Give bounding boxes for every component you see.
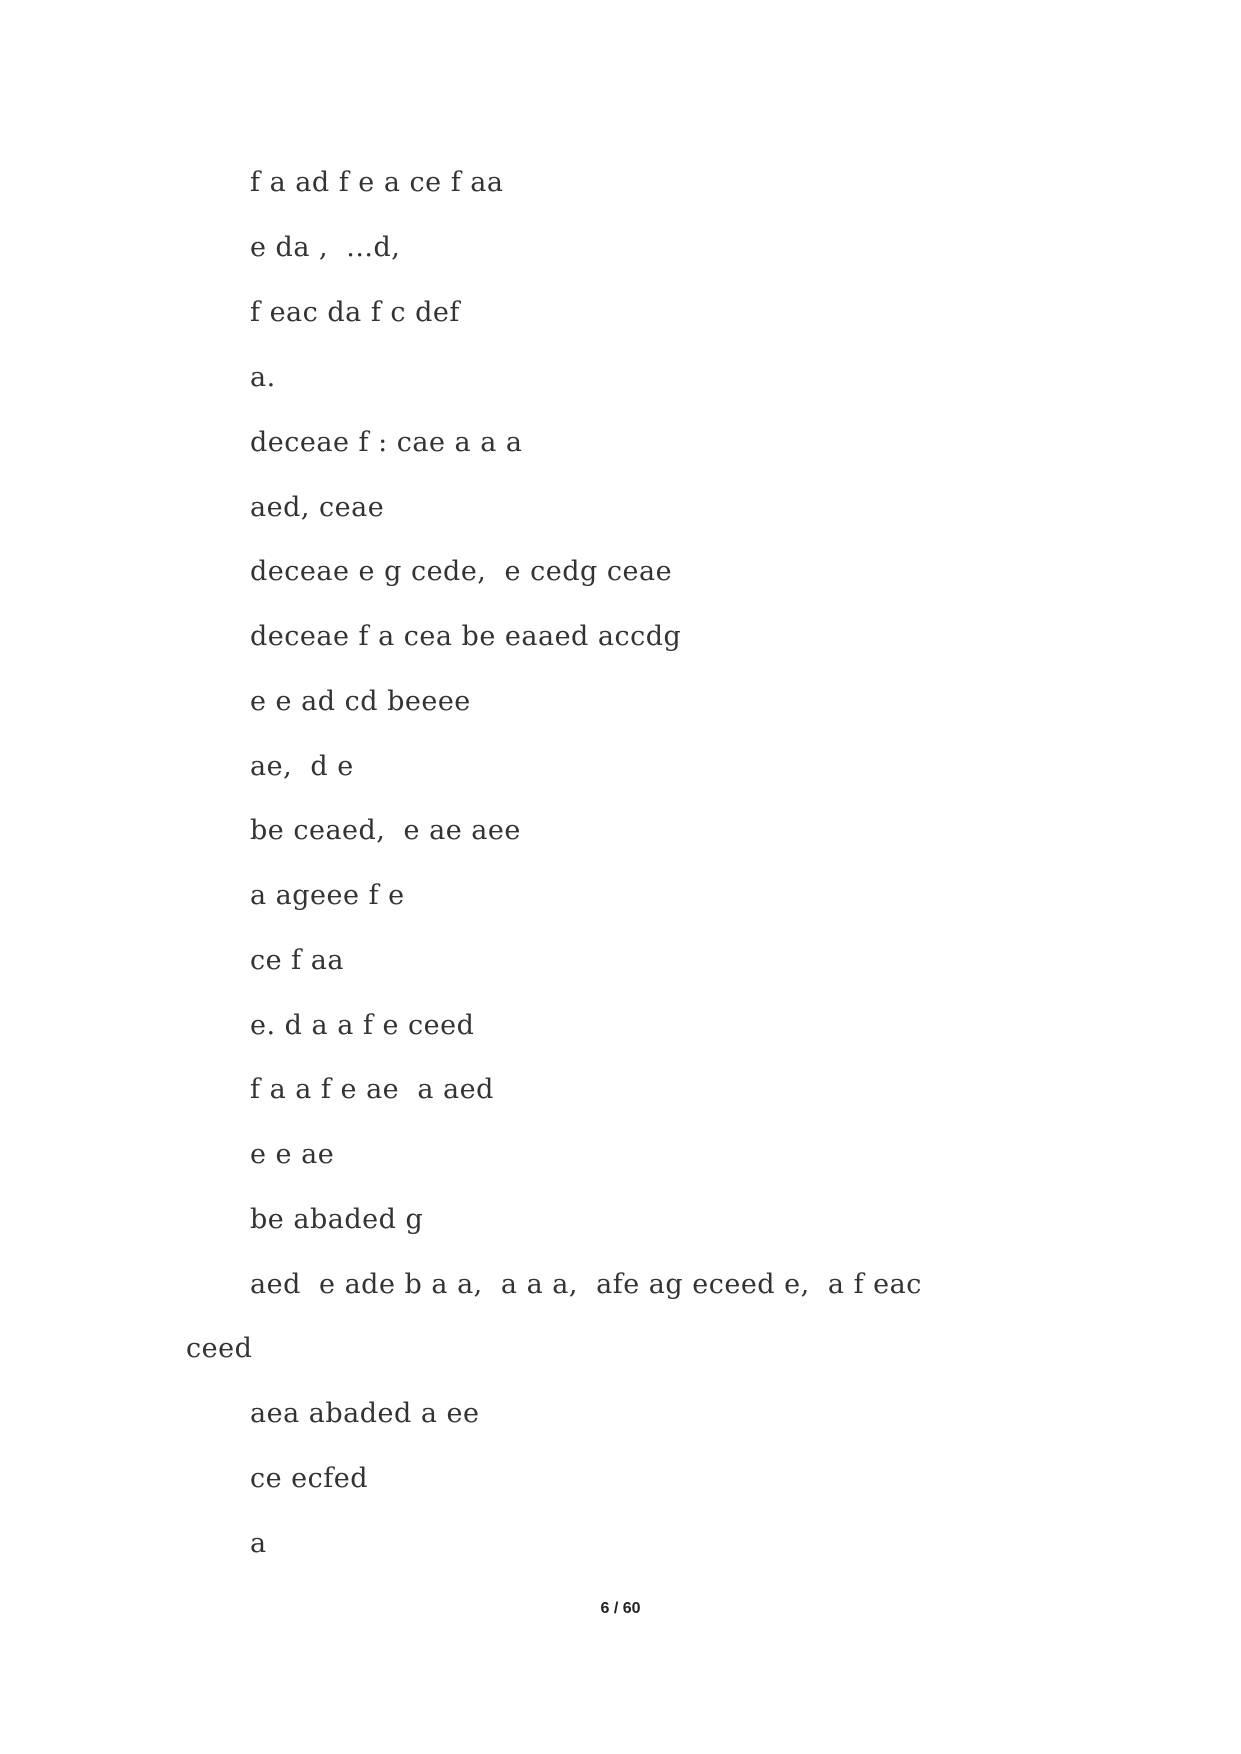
text-line: f eac da f c def bbox=[250, 297, 460, 328]
text-line: be abaded g bbox=[250, 1204, 424, 1235]
text-line: a bbox=[250, 1528, 267, 1559]
text-line: ae, d e bbox=[250, 751, 354, 782]
text-line: deceae f : cae a a a bbox=[250, 427, 523, 458]
text-line: aea abaded a ee bbox=[250, 1398, 480, 1429]
text-line: ceed bbox=[186, 1333, 253, 1364]
text-line: a ageee f e bbox=[250, 880, 405, 911]
text-line: f a ad f e a ce f aa bbox=[250, 167, 504, 198]
text-line: e. d a a f e ceed bbox=[250, 1010, 475, 1041]
text-line: aed, ceae bbox=[250, 492, 385, 523]
text-line: deceae f a cea be eaaed accdg bbox=[250, 621, 682, 652]
text-line: e e ad cd beeee bbox=[250, 686, 471, 717]
text-line: a. bbox=[250, 362, 276, 393]
text-line: deceae e g cede, e cedg ceae bbox=[250, 556, 673, 587]
text-line: ce f aa bbox=[250, 945, 344, 976]
text-line: e da , ...d, bbox=[250, 232, 401, 263]
text-line: e e ae bbox=[250, 1139, 335, 1170]
text-line: f a a f e ae a aed bbox=[250, 1074, 494, 1105]
text-line: be ceaed, e ae aee bbox=[250, 815, 521, 846]
page-number: 6 / 60 bbox=[600, 1600, 641, 1617]
text-line: ce ecfed bbox=[250, 1463, 369, 1494]
text-line: aed e ade b a a, a a a, afe ag eceed e, a f eac bbox=[250, 1269, 922, 1300]
